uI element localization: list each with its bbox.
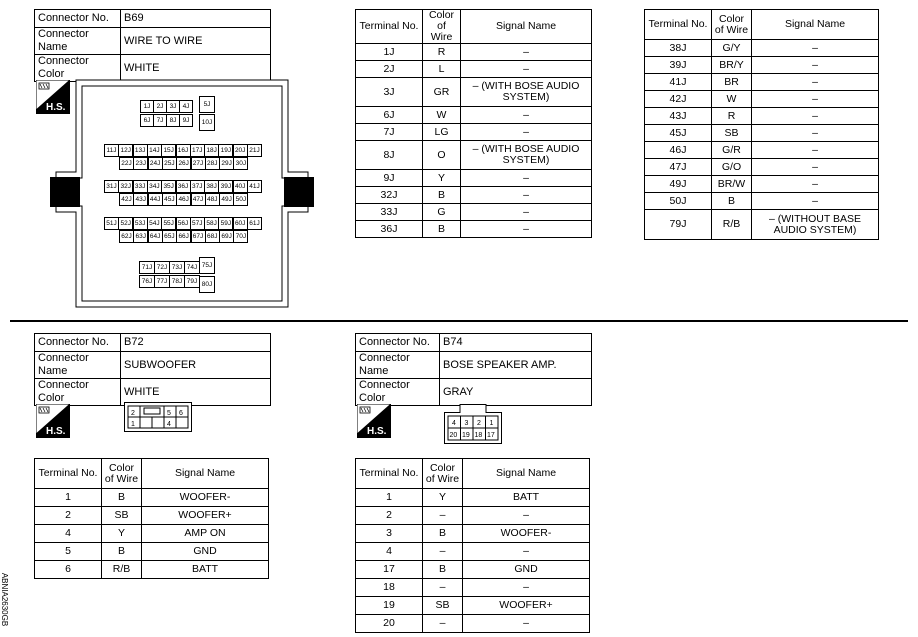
table-row [356, 561, 590, 579]
signal-name-cell: – [752, 159, 879, 176]
pin-cell: 73J [169, 261, 185, 274]
signal-name-cell: – [752, 74, 879, 91]
connector-color-value: WHITE [121, 55, 271, 82]
signal-name-cell: – [461, 204, 592, 221]
wire-color-cell: SB [712, 125, 752, 142]
pin-cell: 54J [147, 217, 162, 230]
b74-connector-face [444, 404, 502, 444]
pin-cell: 8J [166, 114, 180, 127]
pin-cell: 51J [104, 217, 119, 230]
pin-cell: 30J [233, 157, 248, 170]
table-row [645, 125, 879, 142]
pin-label: 2 [477, 420, 481, 427]
terminal-no-header: Terminal No. [35, 459, 102, 489]
terminal-no-cell: 2 [35, 507, 102, 525]
table-row [645, 91, 879, 108]
pin-cell: 70J [233, 230, 248, 243]
signal-name-cell: – [752, 142, 879, 159]
terminal-no-cell: 6 [35, 561, 102, 579]
pin-cell: 66J [176, 230, 191, 243]
pin-label: 4 [452, 420, 456, 427]
signal-name-cell: – (WITHOUT BASE AUDIO SYSTEM) [752, 210, 879, 240]
signal-name-header: Signal Name [752, 10, 879, 40]
terminal-no-cell: 8J [356, 141, 423, 170]
signal-name-cell: – [463, 507, 590, 525]
pin-cell: 36J [176, 180, 191, 193]
wire-color-cell: – [423, 507, 463, 525]
table-row [356, 597, 590, 615]
pin-label: 1 [131, 421, 135, 428]
table-row [356, 525, 590, 543]
wire-color-cell: R [423, 44, 461, 61]
table-row [35, 561, 269, 579]
pin-cell: 27J [191, 157, 206, 170]
terminal-no-cell: 41J [645, 74, 712, 91]
b72-connector-face [124, 402, 192, 432]
table-row [645, 74, 879, 91]
pin-label: 6 [179, 410, 183, 417]
wire-color-cell: B [423, 525, 463, 543]
pin-cell: 33J [133, 180, 148, 193]
pin-cell: 25J [162, 157, 177, 170]
wire-color-cell: O [423, 141, 461, 170]
pin-cell: 22J [119, 157, 134, 170]
signal-name-cell: – [461, 187, 592, 204]
table-row [356, 141, 592, 170]
wire-color-cell: SB [423, 597, 463, 615]
table-row [356, 204, 592, 221]
connector-no-value: B72 [121, 334, 271, 352]
table-row [645, 108, 879, 125]
wire-color-cell: R/B [712, 210, 752, 240]
terminal-no-cell: 46J [645, 142, 712, 159]
terminal-no-cell: 17 [356, 561, 423, 579]
pin-cell: 24J [148, 157, 163, 170]
signal-name-cell: – [461, 44, 592, 61]
wire-color-cell: G/R [712, 142, 752, 159]
pin-cell: 2J [153, 100, 167, 113]
signal-name-cell: – [752, 57, 879, 74]
harness-side-icon [357, 404, 391, 438]
pin-label: 17 [487, 432, 495, 439]
pin-cell: 40J [233, 180, 248, 193]
pin-cell: 58J [204, 217, 219, 230]
signal-name-cell: – [461, 170, 592, 187]
wire-color-cell: GR [423, 78, 461, 107]
terminal-no-cell: 18 [356, 579, 423, 597]
pin-cell: 20J [233, 144, 248, 157]
terminal-no-header: Terminal No. [356, 459, 423, 489]
pin-cell: 47J [191, 193, 206, 206]
pin-cell: 39J [218, 180, 233, 193]
table-row [645, 210, 879, 240]
pin-cell: 17J [190, 144, 205, 157]
wire-color-cell: L [423, 61, 461, 78]
terminal-no-cell: 36J [356, 221, 423, 238]
pin-cell: 69J [219, 230, 234, 243]
table-row [356, 507, 590, 525]
terminal-no-cell: 1 [356, 489, 423, 507]
terminal-no-cell: 1 [35, 489, 102, 507]
pin-cell: 16J [176, 144, 191, 157]
table-row [356, 124, 592, 141]
terminal-no-cell: 2J [356, 61, 423, 78]
signal-name-cell: – [752, 176, 879, 193]
pin-cell: 56J [176, 217, 191, 230]
wire-color-header: Color of Wire [423, 459, 463, 489]
table-row [356, 221, 592, 238]
pin-cell: 52J [118, 217, 133, 230]
terminal-no-cell: 33J [356, 204, 423, 221]
terminal-no-cell: 1J [356, 44, 423, 61]
wire-color-cell: Y [423, 170, 461, 187]
pin-cell: 64J [148, 230, 163, 243]
signal-name-cell: – [463, 543, 590, 561]
table-row [356, 543, 590, 561]
pin-cell: 15J [161, 144, 176, 157]
pin-cell: 1J [140, 100, 154, 113]
harness-side-icon [36, 404, 70, 438]
pin-label: 4 [167, 421, 171, 428]
pin-cell: 43J [133, 193, 148, 206]
pin-label: 1 [489, 420, 494, 427]
wire-color-cell: R [712, 108, 752, 125]
table-row [645, 193, 879, 210]
pin-cell: 44J [148, 193, 163, 206]
table-row [356, 78, 592, 107]
signal-name-header: Signal Name [461, 10, 592, 44]
wire-color-cell: B [102, 489, 142, 507]
pin-cell: 13J [133, 144, 148, 157]
pin-cell: 46J [176, 193, 191, 206]
connector-name-value: WIRE TO WIRE [121, 28, 271, 55]
table-row [645, 176, 879, 193]
signal-name-cell: GND [463, 561, 590, 579]
pin-cell: 67J [191, 230, 206, 243]
left-latch [50, 177, 80, 207]
wire-color-cell: B [423, 187, 461, 204]
pin-cell: 28J [205, 157, 220, 170]
pin-cell: 72J [154, 261, 170, 274]
signal-name-cell: BATT [463, 489, 590, 507]
wire-color-cell: G/Y [712, 40, 752, 57]
terminal-no-cell: 6J [356, 107, 423, 124]
connector-name-label: Connector Name [35, 352, 121, 379]
wire-color-cell: – [423, 579, 463, 597]
b72-terminal-table [34, 458, 269, 579]
pin-cell: 53J [133, 217, 148, 230]
table-row [356, 489, 590, 507]
signal-name-cell: WOOFER- [463, 525, 590, 543]
terminal-no-cell: 3 [356, 525, 423, 543]
b72-info-table [34, 333, 271, 406]
pin-label: 3 [464, 420, 469, 427]
pin-cell: 48J [205, 193, 220, 206]
pin-cell: 32J [118, 180, 133, 193]
pin-cell: 65J [162, 230, 177, 243]
pin-cell: 21J [247, 144, 262, 157]
terminal-no-cell: 20 [356, 615, 423, 633]
wire-color-cell: LG [423, 124, 461, 141]
connector-no-value: B69 [121, 10, 271, 28]
hs-label: H.S. [46, 426, 66, 437]
connector-color-value: WHITE [121, 379, 271, 406]
pin-cell: 80J [199, 276, 215, 293]
signal-name-cell: – [463, 615, 590, 633]
connector-color-label: Connector Color [356, 379, 440, 406]
signal-name-cell: – [752, 108, 879, 125]
table-row [356, 615, 590, 633]
signal-name-header: Signal Name [463, 459, 590, 489]
wire-color-cell: Y [423, 489, 463, 507]
connector-no-label: Connector No. [35, 334, 121, 352]
pin-cell: 31J [104, 180, 119, 193]
table-row [356, 170, 592, 187]
table-row [645, 142, 879, 159]
pin-cell: 59J [218, 217, 233, 230]
terminal-no-cell: 7J [356, 124, 423, 141]
terminal-no-cell: 19 [356, 597, 423, 615]
pin-cell: 68J [205, 230, 220, 243]
pin-cell: 29J [219, 157, 234, 170]
wire-color-cell: B [423, 561, 463, 579]
signal-name-cell: – [752, 193, 879, 210]
pin-cell: 26J [176, 157, 191, 170]
pin-cell: 12J [118, 144, 133, 157]
signal-name-cell: BATT [142, 561, 269, 579]
right-latch [284, 177, 314, 207]
b69-terminal-table-1 [355, 9, 592, 238]
pin-cell: 55J [161, 217, 176, 230]
pin-cell: 62J [119, 230, 134, 243]
pin-cell: 37J [190, 180, 205, 193]
wire-color-cell: BR [712, 74, 752, 91]
table-row [356, 61, 592, 78]
wire-color-header: Color of Wire [712, 10, 752, 40]
table-row [35, 525, 269, 543]
terminal-no-cell: 32J [356, 187, 423, 204]
terminal-no-cell: 39J [645, 57, 712, 74]
wire-color-cell: R/B [102, 561, 142, 579]
pin-cell: 42J [119, 193, 134, 206]
pin-cell: 9J [179, 114, 193, 127]
connector-name-label: Connector Name [356, 352, 440, 379]
signal-name-cell: – [463, 579, 590, 597]
pin-cell: 63J [133, 230, 148, 243]
table-row [35, 489, 269, 507]
terminal-no-cell: 2 [356, 507, 423, 525]
signal-name-cell: WOOFER+ [463, 597, 590, 615]
wire-color-cell: B [423, 221, 461, 238]
table-row [645, 40, 879, 57]
pin-cell: 7J [153, 114, 167, 127]
pin-cell: 14J [147, 144, 162, 157]
table-row [356, 579, 590, 597]
pin-cell: 4J [179, 100, 193, 113]
pin-label: 5 [167, 410, 171, 417]
terminal-no-cell: 38J [645, 40, 712, 57]
pin-cell: 38J [204, 180, 219, 193]
terminal-no-cell: 49J [645, 176, 712, 193]
pin-cell: 18J [204, 144, 219, 157]
pin-cell: 76J [139, 275, 155, 288]
terminal-no-cell: 79J [645, 210, 712, 240]
wire-color-header: Color of Wire [102, 459, 142, 489]
wire-color-cell: BR/W [712, 176, 752, 193]
terminal-no-header: Terminal No. [356, 10, 423, 44]
terminal-no-cell: 3J [356, 78, 423, 107]
table-row [356, 44, 592, 61]
connector-no-label: Connector No. [356, 334, 440, 352]
signal-name-cell: – (WITH BOSE AUDIO SYSTEM) [461, 141, 592, 170]
signal-name-header: Signal Name [142, 459, 269, 489]
terminal-no-cell: 45J [645, 125, 712, 142]
pin-cell: 49J [219, 193, 234, 206]
wire-color-cell: SB [102, 507, 142, 525]
connector-name-label: Connector Name [35, 28, 121, 55]
wire-color-header: Color of Wire [423, 10, 461, 44]
pin-cell: 57J [190, 217, 205, 230]
table-row [645, 57, 879, 74]
pin-cell: 6J [140, 114, 154, 127]
wire-color-cell: W [712, 91, 752, 108]
table-row [35, 543, 269, 561]
terminal-no-cell: 5 [35, 543, 102, 561]
signal-name-cell: – [461, 107, 592, 124]
wire-color-cell: BR/Y [712, 57, 752, 74]
wire-color-cell: G/O [712, 159, 752, 176]
terminal-no-cell: 47J [645, 159, 712, 176]
terminal-no-cell: 42J [645, 91, 712, 108]
pin-cell: 10J [199, 114, 215, 131]
pin-cell: 61J [247, 217, 262, 230]
signal-name-cell: – [752, 91, 879, 108]
wire-color-cell: G [423, 204, 461, 221]
connector-name-value: BOSE SPEAKER AMP. [440, 352, 592, 379]
wire-color-cell: B [712, 193, 752, 210]
signal-name-cell: – [461, 124, 592, 141]
signal-name-cell: – [752, 125, 879, 142]
connector-color-value: GRAY [440, 379, 592, 406]
figure-id: ABNIA2630GB [0, 572, 10, 627]
pin-cell: 35J [161, 180, 176, 193]
table-row [35, 507, 269, 525]
pin-cell: 74J [184, 261, 200, 274]
pin-cell: 78J [169, 275, 185, 288]
pin-cell: 19J [218, 144, 233, 157]
pin-cell: 34J [147, 180, 162, 193]
pin-cell: 45J [162, 193, 177, 206]
signal-name-cell: WOOFER- [142, 489, 269, 507]
pin-label: 20 [449, 432, 458, 439]
pin-cell: 5J [199, 96, 215, 113]
terminal-no-cell: 9J [356, 170, 423, 187]
wire-color-cell: – [423, 543, 463, 561]
b69-info-table [34, 9, 271, 82]
b69-terminal-table-2 [644, 9, 879, 240]
wire-color-cell: Y [102, 525, 142, 543]
pin-cell: 77J [154, 275, 170, 288]
terminal-no-cell: 43J [645, 108, 712, 125]
connector-color-label: Connector Color [35, 55, 121, 82]
connector-name-value: SUBWOOFER [121, 352, 271, 379]
connector-no-label: Connector No. [35, 10, 121, 28]
pin-label: 2 [131, 410, 135, 417]
signal-name-cell: – [461, 61, 592, 78]
signal-name-cell: – [752, 40, 879, 57]
connector-no-value: B74 [440, 334, 592, 352]
table-row [356, 107, 592, 124]
signal-name-cell: – (WITH BOSE AUDIO SYSTEM) [461, 78, 592, 107]
wire-color-cell: B [102, 543, 142, 561]
pin-cell: 50J [233, 193, 248, 206]
connector-color-label: Connector Color [35, 379, 121, 406]
signal-name-cell: AMP ON [142, 525, 269, 543]
pin-cell: 79J [184, 275, 200, 288]
pin-cell: 23J [133, 157, 148, 170]
pin-cell: 11J [104, 144, 119, 157]
signal-name-cell: GND [142, 543, 269, 561]
signal-name-cell: – [461, 221, 592, 238]
wire-color-cell: – [423, 615, 463, 633]
b74-terminal-table [355, 458, 590, 633]
pin-cell: 60J [233, 217, 248, 230]
terminal-no-cell: 50J [645, 193, 712, 210]
pin-cell: 75J [199, 257, 215, 274]
hs-label: H.S. [46, 102, 66, 113]
pin-label: 18 [474, 432, 483, 439]
terminal-no-cell: 4 [35, 525, 102, 543]
pin-cell: 71J [139, 261, 155, 274]
pin-cell: 3J [166, 100, 180, 113]
pin-cell: 41J [247, 180, 262, 193]
table-row [645, 159, 879, 176]
table-row [356, 187, 592, 204]
section-divider [10, 320, 908, 322]
signal-name-cell: WOOFER+ [142, 507, 269, 525]
terminal-no-cell: 4 [356, 543, 423, 561]
pin-label: 19 [462, 432, 470, 439]
wire-color-cell: W [423, 107, 461, 124]
hs-label: H.S. [367, 426, 387, 437]
b74-info-table [355, 333, 592, 406]
terminal-no-header: Terminal No. [645, 10, 712, 40]
